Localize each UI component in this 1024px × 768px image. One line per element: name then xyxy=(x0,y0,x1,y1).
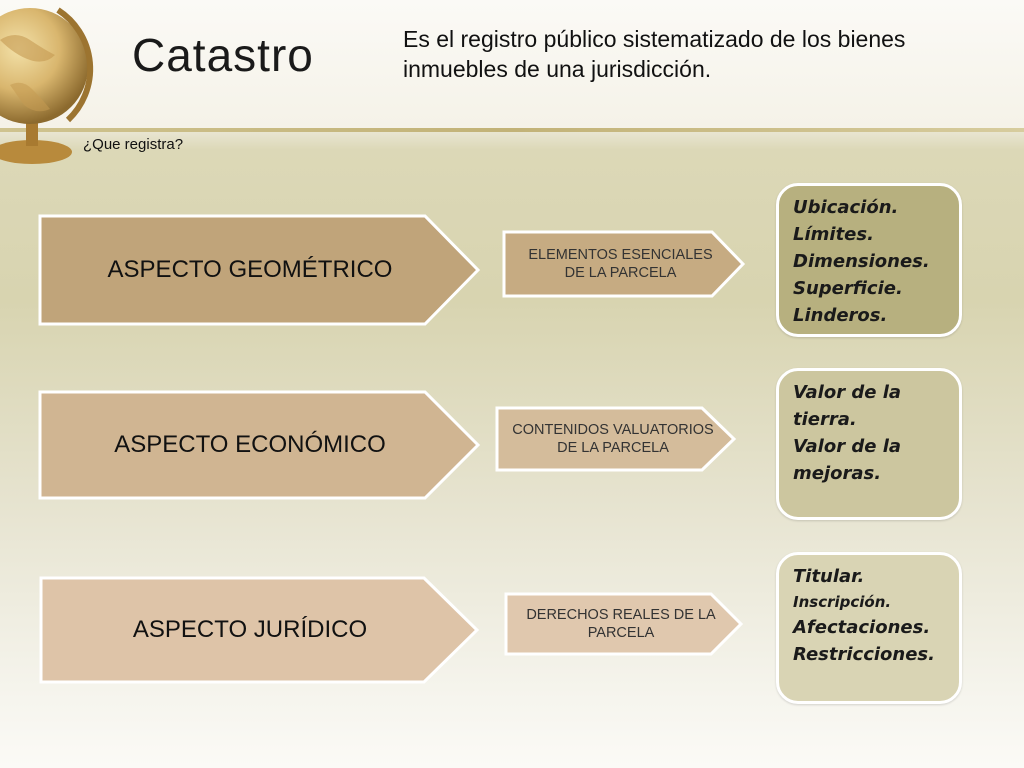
detail-line: tierra. xyxy=(793,409,857,430)
details-box-juridico xyxy=(776,552,962,704)
detail-line: Límites. xyxy=(793,224,874,245)
element-label-geometrico: ELEMENTOS ESENCIALES DE LA PARCELA xyxy=(528,247,713,281)
details-box-geometrico xyxy=(776,183,962,337)
detail-line: Linderos. xyxy=(793,305,888,326)
detail-line: Dimensiones. xyxy=(793,251,930,272)
details-box-economico xyxy=(776,368,962,520)
page-title: Catastro xyxy=(132,29,314,81)
detail-line: Valor de la xyxy=(793,436,902,457)
detail-line: Valor de la xyxy=(793,382,902,403)
element-label-juridico: DERECHOS REALES DE LA PARCELA xyxy=(526,607,716,641)
detail-line: Superficie. xyxy=(793,278,903,299)
aspect-label-geometrico: ASPECTO GEOMÉTRICO xyxy=(107,256,393,283)
detail-line: Ubicación. xyxy=(793,197,899,218)
detail-line: Restricciones. xyxy=(793,644,935,665)
definition-text: Es el registro público sistematizado de los bienes inmuebles de una jurisdicción. xyxy=(403,26,906,82)
question-label: ¿Que registra? xyxy=(83,136,184,153)
detail-line: mejoras. xyxy=(793,463,882,484)
aspect-label-economico: ASPECTO ECONÓMICO xyxy=(114,431,386,458)
detail-line: Titular. xyxy=(793,566,865,587)
aspect-label-juridico: ASPECTO JURÍDICO xyxy=(132,616,368,643)
element-label-economico: CONTENIDOS VALUATORIOS DE LA PARCELA xyxy=(512,422,714,456)
detail-line: Inscripción. xyxy=(793,593,892,611)
detail-line: Afectaciones. xyxy=(793,617,931,638)
